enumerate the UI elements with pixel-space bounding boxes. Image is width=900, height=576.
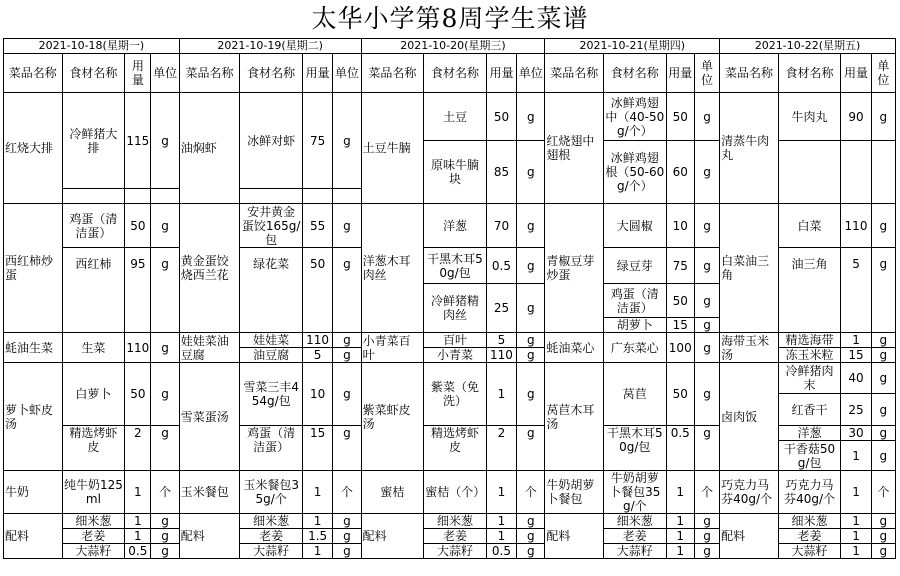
mon-qty: 2 <box>125 426 151 471</box>
fri-ingredient: 精选海带 <box>778 333 841 348</box>
tue-qty: 1 <box>302 544 332 559</box>
mon-ingredient: 鸡蛋（清洁蛋） <box>62 204 125 248</box>
wed-unit: g <box>517 93 545 141</box>
tue-ingredient: 安井黄金蛋饺165g/包 <box>240 204 303 248</box>
mon-unit <box>151 189 179 204</box>
wed-dish-3: 小青菜百叶 <box>361 333 424 363</box>
wed-qty: 85 <box>486 141 516 204</box>
wed-qty: 2 <box>486 426 516 471</box>
mon-ingredient: 老姜 <box>62 529 125 544</box>
tue-dish-4: 雪菜蛋汤 <box>179 363 240 471</box>
tue-ingredient: 绿花菜 <box>240 248 303 333</box>
thu-qty: 0.5 <box>666 426 694 471</box>
fri-unit: g <box>871 441 895 471</box>
thu-ingredient: 牛奶胡萝卜餐包35g/个 <box>603 471 666 514</box>
wed-dish-2: 洋葱木耳肉丝 <box>361 204 424 333</box>
wed-unit: g <box>517 204 545 248</box>
fri-ingredient: 大蒜籽 <box>778 544 841 559</box>
wed-unit: g <box>517 333 545 348</box>
thu-qty: 1 <box>666 544 694 559</box>
thu-unit: g <box>694 248 719 284</box>
mon-unit: g <box>151 426 179 471</box>
fri-unit: g <box>871 348 895 363</box>
tue-qty: 5 <box>302 348 332 363</box>
thu-qty: 1 <box>666 471 694 514</box>
tue-ingredient: 大蒜籽 <box>240 544 303 559</box>
wed-ingredient: 小青菜 <box>424 348 487 363</box>
wed-ingredient: 洋葱 <box>424 204 487 248</box>
thu-qty: 1 <box>666 529 694 544</box>
tue-qty <box>302 189 332 204</box>
fri-qty: 1 <box>841 333 871 348</box>
wed-ingredient: 百叶 <box>424 333 487 348</box>
fri-dish-1: 清蒸牛肉丸 <box>720 93 779 204</box>
fri-ingredient: 油三角 <box>778 248 841 333</box>
fri-ingredient: 洋葱 <box>778 426 841 441</box>
thu-dish-6: 配料 <box>545 514 604 559</box>
thu-dish-2: 青椒豆芽炒蛋 <box>545 204 604 333</box>
mon-ingredient: 纯牛奶125ml <box>62 471 125 514</box>
mon-unit: g <box>151 514 179 529</box>
fri-unit: g <box>871 333 895 348</box>
header-qty: 用量 <box>841 54 871 93</box>
thu-ingredient: 绿豆芽 <box>603 248 666 284</box>
fri-ingredient: 白菜 <box>778 204 841 248</box>
thu-qty: 50 <box>666 93 694 141</box>
mon-qty: 1 <box>125 529 151 544</box>
header-unit: 单位 <box>333 54 361 93</box>
fri-ingredient: 红香干 <box>778 394 841 426</box>
mon-unit: 个 <box>151 471 179 514</box>
tue-qty: 1 <box>302 514 332 529</box>
tue-ingredient: 冰鲜对虾 <box>240 93 303 189</box>
mon-qty: 1 <box>125 514 151 529</box>
mon-dish-5: 牛奶 <box>4 471 63 514</box>
wed-qty: 1 <box>486 529 516 544</box>
thu-unit: g <box>694 544 719 559</box>
date-thursday: 2021-10-21(星期四) <box>545 39 720 54</box>
fri-qty: 15 <box>841 348 871 363</box>
wed-ingredient: 大蒜籽 <box>424 544 487 559</box>
date-friday: 2021-10-22(星期五) <box>720 39 896 54</box>
mon-qty: 0.5 <box>125 544 151 559</box>
fri-unit: 个 <box>871 471 895 514</box>
date-wednesday: 2021-10-20(星期三) <box>361 39 545 54</box>
thu-unit: g <box>694 204 719 248</box>
wed-ingredient: 细米葱 <box>424 514 487 529</box>
wed-qty: 5 <box>486 333 516 348</box>
header-ingredient: 食材名称 <box>603 54 666 93</box>
fri-unit: g <box>871 394 895 426</box>
mon-dish-4: 萝卜虾皮汤 <box>4 363 63 471</box>
tue-qty: 55 <box>302 204 332 248</box>
thu-ingredient: 胡萝卜 <box>603 318 666 333</box>
wed-ingredient: 老姜 <box>424 529 487 544</box>
thu-unit: g <box>694 284 719 318</box>
mon-qty: 50 <box>125 363 151 426</box>
fri-unit: g <box>871 544 895 559</box>
tue-dish-1: 油焖虾 <box>179 93 240 204</box>
thu-ingredient: 干黑木耳50g/包 <box>603 426 666 471</box>
fri-unit: g <box>871 514 895 529</box>
thu-unit: g <box>694 93 719 141</box>
tue-dish-5: 玉米餐包 <box>179 471 240 514</box>
wed-dish-5: 蜜桔 <box>361 471 424 514</box>
thu-qty: 100 <box>666 333 694 363</box>
wed-unit: g <box>517 141 545 204</box>
mon-unit: g <box>151 544 179 559</box>
header-dish: 菜品名称 <box>720 54 779 93</box>
fri-ingredient: 老姜 <box>778 529 841 544</box>
mon-ingredient: 白萝卜 <box>62 363 125 426</box>
fri-dish-3: 海带玉米汤 <box>720 333 779 363</box>
thu-qty: 50 <box>666 284 694 318</box>
wed-unit: 个 <box>517 471 545 514</box>
thu-dish-3: 蚝油菜心 <box>545 333 604 363</box>
thu-qty: 50 <box>666 363 694 426</box>
header-ingredient: 食材名称 <box>62 54 125 93</box>
fri-qty: 1 <box>841 441 871 471</box>
wed-ingredient: 紫菜（免洗） <box>424 363 487 426</box>
wed-ingredient: 冷鲜猪精肉丝 <box>424 284 487 333</box>
header-unit: 单位 <box>517 54 545 93</box>
fri-unit <box>871 141 895 204</box>
wed-ingredient: 干黑木耳50g/包 <box>424 248 487 284</box>
thu-unit: g <box>694 363 719 426</box>
tue-unit: g <box>333 348 361 363</box>
wed-dish-6: 配料 <box>361 514 424 559</box>
tue-unit: g <box>333 426 361 471</box>
fri-unit: g <box>871 529 895 544</box>
wed-qty: 1 <box>486 514 516 529</box>
tue-ingredient: 雪菜三丰454g/包 <box>240 363 303 426</box>
fri-qty: 1 <box>841 529 871 544</box>
header-qty: 用量 <box>125 54 151 93</box>
thu-ingredient: 鸡蛋（清洁蛋） <box>603 284 666 318</box>
thu-ingredient: 广东菜心 <box>603 333 666 363</box>
thu-unit: g <box>694 333 719 363</box>
tue-qty: 110 <box>302 333 332 348</box>
thu-ingredient: 冰鲜鸡翅根（50-60g/个） <box>603 141 666 204</box>
fri-qty: 25 <box>841 394 871 426</box>
tue-unit: g <box>333 529 361 544</box>
thu-dish-4: 莴苣木耳汤 <box>545 363 604 471</box>
mon-dish-1: 红烧大排 <box>4 93 63 204</box>
date-monday: 2021-10-18(星期一) <box>4 39 180 54</box>
tue-dish-6: 配料 <box>179 514 240 559</box>
mon-ingredient <box>62 189 125 204</box>
header-unit: 单位 <box>151 54 179 93</box>
thu-qty: 75 <box>666 248 694 284</box>
tue-ingredient: 鸡蛋（清洁蛋） <box>240 426 303 471</box>
mon-qty: 50 <box>125 204 151 248</box>
fri-ingredient: 冻玉米粒 <box>778 348 841 363</box>
tue-unit: g <box>333 363 361 426</box>
fri-qty: 30 <box>841 426 871 441</box>
header-dish: 菜品名称 <box>545 54 604 93</box>
header-qty: 用量 <box>302 54 332 93</box>
wed-unit: g <box>517 248 545 284</box>
thu-qty: 10 <box>666 204 694 248</box>
wed-qty: 0.5 <box>486 248 516 284</box>
tue-qty: 1 <box>302 471 332 514</box>
wed-ingredient: 蜜桔（个） <box>424 471 487 514</box>
mon-unit: g <box>151 333 179 363</box>
header-qty: 用量 <box>486 54 516 93</box>
fri-dish-2: 白菜油三角 <box>720 204 779 333</box>
wed-qty: 1 <box>486 471 516 514</box>
header-dish: 菜品名称 <box>361 54 424 93</box>
tue-qty: 75 <box>302 93 332 189</box>
fri-qty: 1 <box>841 544 871 559</box>
wed-unit: g <box>517 284 545 333</box>
mon-dish-6: 配料 <box>4 514 63 559</box>
thu-ingredient: 大蒜籽 <box>603 544 666 559</box>
thu-dish-1: 红烧翅中翅根 <box>545 93 604 204</box>
weekly-menu-table <box>3 38 896 559</box>
fri-ingredient: 牛肉丸 <box>778 93 841 141</box>
wed-qty: 50 <box>486 93 516 141</box>
thu-dish-5: 牛奶胡萝卜餐包 <box>545 471 604 514</box>
fri-ingredient: 干香菇50g/包 <box>778 441 841 471</box>
thu-unit: g <box>694 318 719 333</box>
fri-unit: g <box>871 248 895 333</box>
fri-ingredient: 细米葱 <box>778 514 841 529</box>
header-row <box>4 54 896 93</box>
fri-ingredient: 巧克力马芬40g/个 <box>778 471 841 514</box>
tue-qty: 1.5 <box>302 529 332 544</box>
mon-ingredient: 生菜 <box>62 333 125 363</box>
mon-qty: 1 <box>125 471 151 514</box>
header-qty: 用量 <box>666 54 694 93</box>
fri-qty: 5 <box>841 248 871 333</box>
wed-qty: 70 <box>486 204 516 248</box>
tue-ingredient: 细米葱 <box>240 514 303 529</box>
thu-unit: g <box>694 426 719 471</box>
thu-qty: 15 <box>666 318 694 333</box>
mon-qty: 95 <box>125 248 151 333</box>
wed-ingredient: 精选烤虾皮 <box>424 426 487 471</box>
wed-ingredient: 原味牛腩块 <box>424 141 487 204</box>
fri-ingredient <box>778 141 841 204</box>
fri-qty: 1 <box>841 471 871 514</box>
mon-unit: g <box>151 248 179 333</box>
tue-unit <box>333 189 361 204</box>
mon-qty: 115 <box>125 93 151 189</box>
wed-unit: g <box>517 529 545 544</box>
mon-dish-2: 西红柿炒蛋 <box>4 204 63 333</box>
tue-unit: g <box>333 544 361 559</box>
mon-ingredient: 西红柿 <box>62 248 125 333</box>
tue-ingredient <box>240 189 303 204</box>
mon-unit: g <box>151 529 179 544</box>
header-unit: 单位 <box>694 54 719 93</box>
mon-ingredient: 冷鲜猪大排 <box>62 93 125 189</box>
tue-ingredient: 娃娃菜 <box>240 333 303 348</box>
header-dish: 菜品名称 <box>179 54 240 93</box>
thu-qty: 60 <box>666 141 694 204</box>
tue-unit: g <box>333 204 361 248</box>
fri-qty: 90 <box>841 93 871 141</box>
mon-dish-3: 蚝油生菜 <box>4 333 63 363</box>
tue-qty: 10 <box>302 363 332 426</box>
thu-unit: g <box>694 529 719 544</box>
tue-unit: 个 <box>333 471 361 514</box>
fri-qty <box>841 141 871 204</box>
mon-qty <box>125 189 151 204</box>
fri-ingredient: 冷鲜猪肉末 <box>778 363 841 394</box>
fri-unit: g <box>871 426 895 441</box>
tue-unit: g <box>333 248 361 333</box>
mon-ingredient: 精选烤虾皮 <box>62 426 125 471</box>
thu-ingredient: 大圆椒 <box>603 204 666 248</box>
mon-unit: g <box>151 204 179 248</box>
wed-qty: 1 <box>486 363 516 426</box>
tue-ingredient: 老姜 <box>240 529 303 544</box>
wed-dish-1: 土豆牛腩 <box>361 93 424 204</box>
tue-dish-2: 黄金蛋饺烧西兰花 <box>179 204 240 333</box>
mon-qty: 110 <box>125 333 151 363</box>
thu-unit: g <box>694 141 719 204</box>
wed-unit: g <box>517 348 545 363</box>
header-unit: 单位 <box>871 54 895 93</box>
mon-ingredient: 大蒜籽 <box>62 544 125 559</box>
header-dish: 菜品名称 <box>4 54 63 93</box>
thu-qty: 1 <box>666 514 694 529</box>
wed-dish-4: 紫菜虾皮汤 <box>361 363 424 471</box>
wed-unit: g <box>517 363 545 426</box>
fri-qty: 1 <box>841 514 871 529</box>
wed-unit: g <box>517 514 545 529</box>
thu-ingredient: 细米葱 <box>603 514 666 529</box>
header-ingredient: 食材名称 <box>778 54 841 93</box>
thu-ingredient: 老姜 <box>603 529 666 544</box>
fri-qty: 110 <box>841 204 871 248</box>
wed-qty: 0.5 <box>486 544 516 559</box>
thu-unit: g <box>694 514 719 529</box>
fri-dish-5: 巧克力马芬40g/个 <box>720 471 779 514</box>
menu-title: 太华小学第8周学生菜谱 <box>311 4 589 33</box>
tue-ingredient: 油豆腐 <box>240 348 303 363</box>
tue-unit: g <box>333 333 361 348</box>
wed-unit: g <box>517 426 545 471</box>
tue-dish-3: 娃娃菜油豆腐 <box>179 333 240 363</box>
fri-unit: g <box>871 204 895 248</box>
tue-ingredient: 玉米餐包35g/个 <box>240 471 303 514</box>
wed-unit: g <box>517 544 545 559</box>
fri-unit: g <box>871 363 895 394</box>
fri-dish-4: 卤肉饭 <box>720 363 779 471</box>
wed-qty: 110 <box>486 348 516 363</box>
thu-ingredient: 莴苣 <box>603 363 666 426</box>
tue-unit: g <box>333 514 361 529</box>
thu-ingredient: 冰鲜鸡翅中（40-50g/个） <box>603 93 666 141</box>
tue-unit: g <box>333 93 361 189</box>
mon-unit: g <box>151 93 179 189</box>
wed-ingredient: 土豆 <box>424 93 487 141</box>
header-ingredient: 食材名称 <box>240 54 303 93</box>
fri-qty: 40 <box>841 363 871 394</box>
header-ingredient: 食材名称 <box>424 54 487 93</box>
mon-ingredient: 细米葱 <box>62 514 125 529</box>
tue-qty: 50 <box>302 248 332 333</box>
date-tuesday: 2021-10-19(星期二) <box>179 39 361 54</box>
fri-dish-6: 配料 <box>720 514 779 559</box>
date-row <box>4 39 896 54</box>
mon-unit: g <box>151 363 179 426</box>
thu-unit: 个 <box>694 471 719 514</box>
tue-qty: 15 <box>302 426 332 471</box>
fri-unit: g <box>871 93 895 141</box>
wed-qty: 25 <box>486 284 516 333</box>
